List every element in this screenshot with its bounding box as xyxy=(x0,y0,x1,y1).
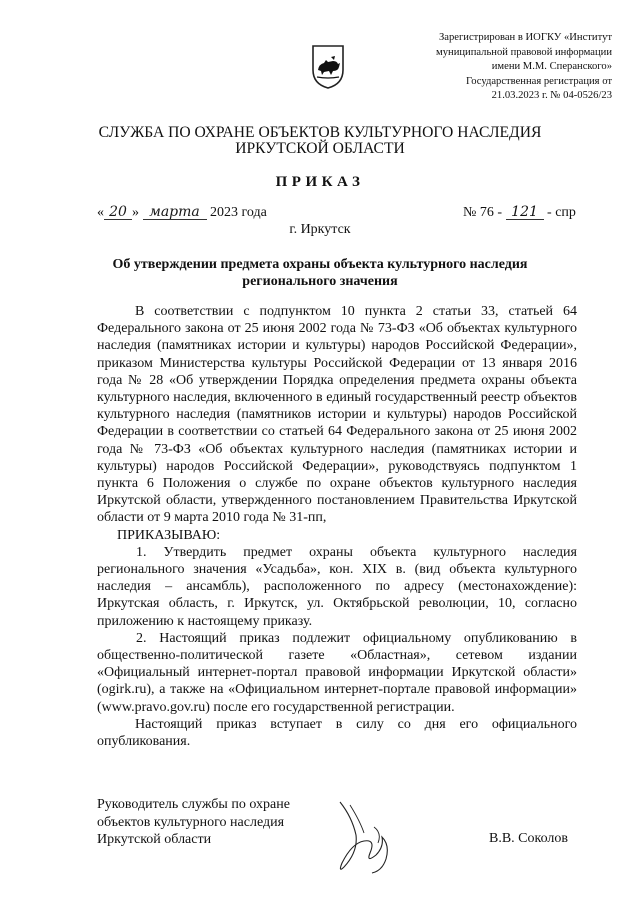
document-number xyxy=(463,205,576,221)
signatory-name: В.В. Соколов xyxy=(489,831,569,846)
document-city: г. Иркутск xyxy=(289,222,351,237)
number-handwritten: 121 xyxy=(506,206,544,220)
registration-stamp xyxy=(400,31,612,104)
document-type-title: ПРИКАЗ xyxy=(275,174,365,190)
date-quote-open: « xyxy=(97,205,104,220)
order-item-2: 2. Настоящий приказ подлежит официальному опубликованию в общественно-политической газете «Областная», сетевом издании «Официальный интернет-портал правовой информации Иркутской области» (ogirk.ru), а также на «Официальном интернет-портале правовой информации» (www.pravo.gov.ru) после его государственной регистрации. xyxy=(97,630,577,715)
preamble-paragraph: В соответствии с подпунктом 10 пункта 2 статьи 33, статьей 64 Федерального закона от 25 июня 2002 года № 73-ФЗ «Об объектах культурного наследия (памятниках истории и культуры) народов Российской Федерации», приказом Министерства культуры Российской Федерации от 13 января 2016 года № 28 «Об утверждении Порядка определения предмета охраны объекта культурного наследия, включенного в единый государственный реестр объектов культурного наследия (памятников истории и культуры) народов Российской Федерации в соответствии со статьей 64 Федерального закона от 25 июня 2002 года № 73-ФЗ «Об объектах культурного наследия (памятниках истории и культуры) народов Российской Федерации», руководствуясь подпунктом 1 пункта 6 Положения о службе по охране объектов культурного наследия Иркутской области, утвержденного постановлением Правительства Иркутской области от 9 марта 2010 года № 31-пп, xyxy=(97,304,577,526)
final-paragraph: Настоящий приказ вступает в силу со дня его официального опубликования. xyxy=(97,716,577,750)
date-month-handwritten: марта xyxy=(143,206,207,220)
date-quote-close: » xyxy=(132,205,139,220)
number-prefix: № 76 - xyxy=(463,205,503,220)
organization-name-line2: ИРКУТСКОЙ ОБЛАСТИ xyxy=(235,140,405,157)
date-year: 2023 года xyxy=(210,205,267,220)
registration-line: Зарегистрирован в ИОГКУ «Институт xyxy=(438,32,612,43)
document-body xyxy=(97,303,577,750)
order-item-1: 1. Утвердить предмет охраны объекта культурного наследия регионального значения «Усадьба», кон. XIX в. (вид объекта культурного наследия – ансамбль), расположенного по адресу (местонахождение): Иркутская область, г. Иркутск, ул. Октябрьской революции, 10, согласно приложению к настоящему приказу. xyxy=(97,544,577,629)
document-subject xyxy=(90,256,550,290)
organization-name-line1: СЛУЖБА ПО ОХРАНЕ ОБЪЕКТОВ КУЛЬТУРНОГО НАСЛЕДИЯ xyxy=(98,124,542,141)
registration-line: 21.03.2023 г. № 04-0526/23 xyxy=(491,90,612,102)
handwritten-signature xyxy=(330,797,400,877)
subject-line: регионального значения xyxy=(242,274,398,289)
signatory-title-line: Иркутской области xyxy=(97,832,212,847)
registration-line: муниципальной правовой информации xyxy=(436,46,612,58)
coat-of-arms-icon xyxy=(311,44,345,90)
signatory-title-line: объектов культурного наследия xyxy=(97,814,285,830)
subject-line: Об утверждении предмета охраны объекта культурного наследия xyxy=(112,257,528,272)
document-date xyxy=(97,205,267,221)
command-word: ПРИКАЗЫВАЮ: xyxy=(117,527,221,543)
signatory-title-line: Руководитель службы по охране xyxy=(97,797,290,812)
registration-line: имени М.М. Сперанского» xyxy=(491,61,612,73)
signatory-title xyxy=(97,796,290,849)
number-suffix: - спр xyxy=(547,205,576,220)
registration-line: Государственная регистрация от xyxy=(466,75,612,87)
date-day-handwritten: 20 xyxy=(104,206,132,220)
